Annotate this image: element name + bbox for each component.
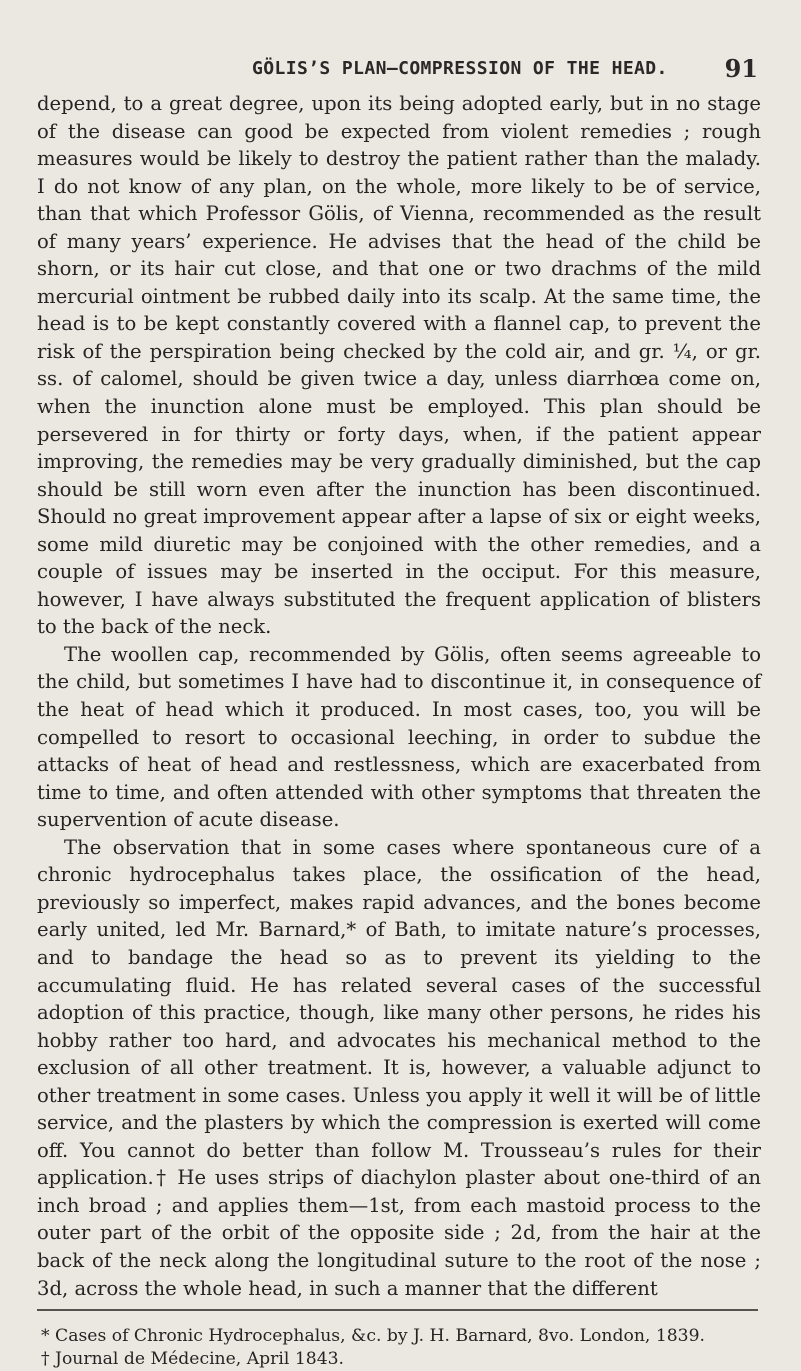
footnotes [37,1325,761,1371]
body-text [37,90,761,1302]
paragraph: depend, to a great degree, upon its being adopted early, but in no stage of the disease can good be expected from violent remedies ; rough measures would be likely to destroy the patient rather than the malady. I do not know of any plan, on the whole, more likely to be of service, than that which Professor Gölis, of Vienna, recommended as the result of many years’ experience. He advises that the head of the child be shorn, or its hair cut close, and that one or two drachms of the mild mercurial ointment be rubbed daily into its scalp. At the same time, the head is to be kept constantly covered with a flannel cap, to prevent the risk of the perspiration being checked by the cold air, and gr. ¼, or gr. ss. of calomel, should be given twice a day, unless diarrhœa come on, when the inunction alone must be employed. This plan should be persevered in for thirty or forty days, when, if the patient appear improving, the remedies may be very gradually diminished, but the cap should be still worn even after the inunction has been discontinued. Should no great improvement appear after a lapse of six or eight weeks, some mild diuretic may be conjoined with the other remedies, and a couple of issues may be inserted in the occiput. For this measure, however, I have always substituted the frequent application of blisters to the back of the neck. [37,92,761,639]
page-number: 91 [724,54,758,83]
running-head [37,44,761,83]
paragraph: The observation that in some cases where spontaneous cure of a chronic hydrocephalus takes place, the ossification of the head, previously so imperfect, makes rapid advances, and the bones become early united, led Mr. Barnard,* of Bath, to imitate nature’s processes, and to bandage the head so as to prevent its yielding to the accumulating fluid. He has related several cases of the successful adoption of this practice, though, like many other persons, he rides his hobby rather too hard, and advocates his mechanical method to the exclusion of all other treatment. It is, however, a valuable adjunct to other treatment in some cases. Unless you apply it well it will be of little service, and the plasters by which the compression is exerted will come off. You cannot do better than follow M. Trousseau’s rules for their application.† He uses strips of diachylon plaster about one-third of an inch broad ; and applies them—1st, from each mastoid process to the outer part of the orbit of the opposite side ; 2d, from the hair at the back of the neck along the longitudinal suture to the root of the nose ; 3d, across the whole head, in such a manner that the different [37,835,761,1300]
running-head-title: GÖLIS’S PLAN—COMPRESSION OF THE HEAD. [252,58,668,79]
footnote: * Cases of Chronic Hydrocephalus, &c. by J. H. Barnard, 8vo. London, 1839. [41,1326,706,1347]
footnote: † Journal de Médecine, April 1843. [41,1349,345,1370]
footnote-divider [37,1309,758,1311]
paragraph: The woollen cap, recommended by Gölis, often seems agreeable to the child, but sometimes I have had to discontinue it, in consequence of the heat of head which it produced. In most cases, too, you will be compelled to resort to occasional leeching, in order to subdue the attacks of heat of head and restlessness, which are exacerbated from time to time, and often attended with other symptoms that threaten the supervention of acute disease. [37,642,761,832]
